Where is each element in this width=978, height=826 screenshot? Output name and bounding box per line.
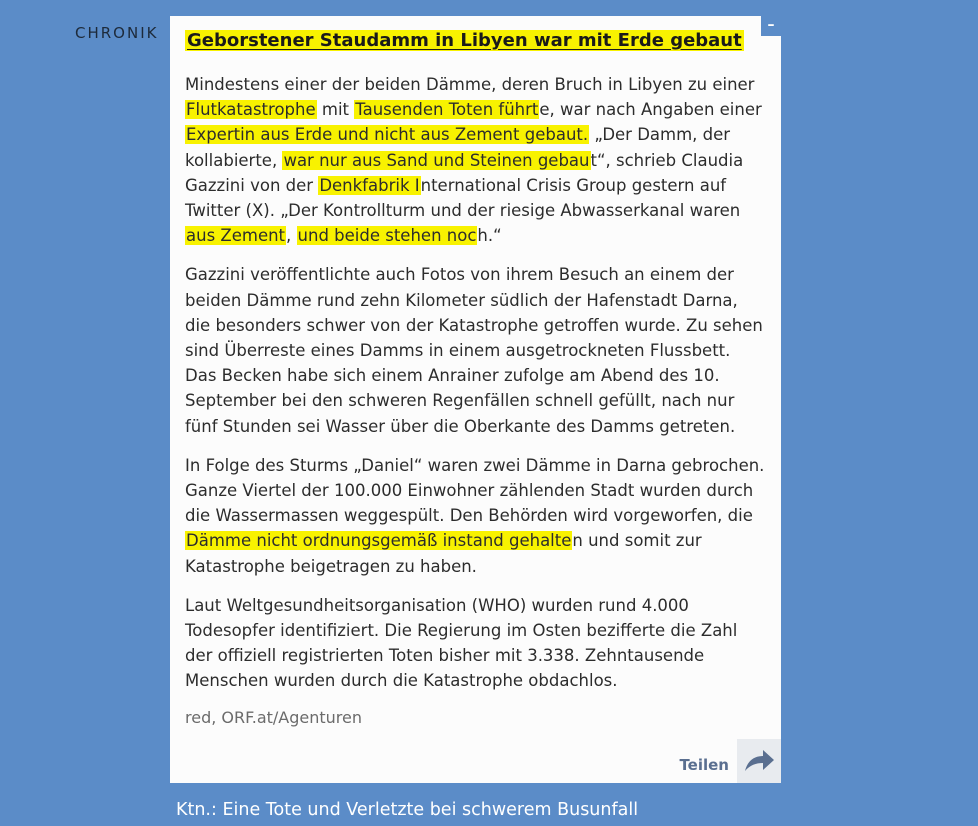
article-paragraph: [185, 593, 765, 694]
highlighted-text: Expertin aus Erde und nicht aus Zement gebaut.: [186, 125, 589, 145]
highlighted-text: aus Zement: [186, 226, 286, 246]
article-paragraph: [185, 262, 765, 438]
highlighted-text: Denkfabrik I: [319, 175, 420, 195]
section-label: CHRONIK: [75, 24, 159, 42]
highlighted-text: Tausenden Toten führt: [355, 100, 539, 120]
paragraph-text: „Der Damm, der kollabierte,: [185, 125, 731, 170]
article-title[interactable]: [185, 28, 765, 54]
article-source: red, ORF.at/Agenturen: [185, 707, 363, 727]
paragraph-text: Laut Weltgesundheitsorganisation (WHO) wurden rund 4.000 Todesopfer identifiziert. Die Regierung im Osten bezifferte die Zahl der offiziell registrierten Toten bisher mit 3.338. Zehntausende Menschen wurden durch die Katastrophe obdachlos.: [185, 595, 738, 691]
article-body: [185, 72, 765, 694]
paragraph-text: Mindestens einer der beiden Dämme, deren Bruch in Libyen zu einer: [185, 75, 755, 94]
highlighted-text: und beide stehen noc: [297, 226, 477, 246]
highlighted-text: Dämme nicht ordnungsgemäß instand gehalte: [186, 531, 572, 551]
article-content: [185, 28, 765, 727]
paragraph-text: In Folge des Sturms „Daniel“ waren zwei Dämme in Darna gebrochen. Ganze Viertel der 100.000 Einwohner zählenden Stadt wurden durch die Wassermassen weggespült. Den Behörden wird vorgeworfen, die: [185, 455, 765, 526]
paragraph-text: h.“: [477, 226, 502, 246]
share-arrow-icon[interactable]: [737, 739, 781, 783]
paragraph-text: n und somit zur Katastrophe beigetragen zu haben.: [185, 531, 702, 576]
paragraph-text: mit: [316, 100, 355, 120]
collapse-button[interactable]: –: [761, 16, 781, 36]
title-highlight: Geborstener Staudamm in Libyen war mit Erde gebaut: [187, 30, 742, 51]
article-card: [170, 16, 781, 783]
share-control[interactable]: [679, 739, 781, 783]
highlighted-text: Flutkatastrophe: [186, 100, 316, 120]
article-paragraph: [185, 453, 765, 579]
paragraph-text: ,: [286, 226, 297, 246]
highlighted-text: war nur aus Sand und Steinen gebau: [283, 150, 590, 170]
paragraph-text: Gazzini veröffentlichte auch Fotos von ihrem Besuch an einem der beiden Dämme rund zehn Kilometer südlich der Hafenstadt Darna, die besonders schwer von der Katastrophe getroffen wurde. Zu sehen sind Überreste eines Damms in einem ausgetrockneten Flussbett. Das Becken habe sich einem Anrainer zufolge am Abend des 10. September bei den schweren Regenfällen schnell gefüllt, nach nur fünf Stunden sei Wasser über die Oberkante des Damms getreten.: [185, 265, 763, 436]
paragraph-text: nternational Crisis Group gestern auf Twitter (X). „Der Kontrollturm und der riesige Abwasserkanal waren: [185, 175, 741, 221]
paragraph-text: e, war nach Angaben einer: [539, 100, 762, 120]
paragraph-text: t“, schrieb Claudia Gazzini von der: [185, 150, 744, 195]
next-article-link[interactable]: Ktn.: Eine Tote und Verletzte bei schwerem Busunfall: [176, 800, 639, 820]
article-paragraph: [185, 72, 765, 248]
share-label[interactable]: Teilen: [679, 756, 729, 774]
